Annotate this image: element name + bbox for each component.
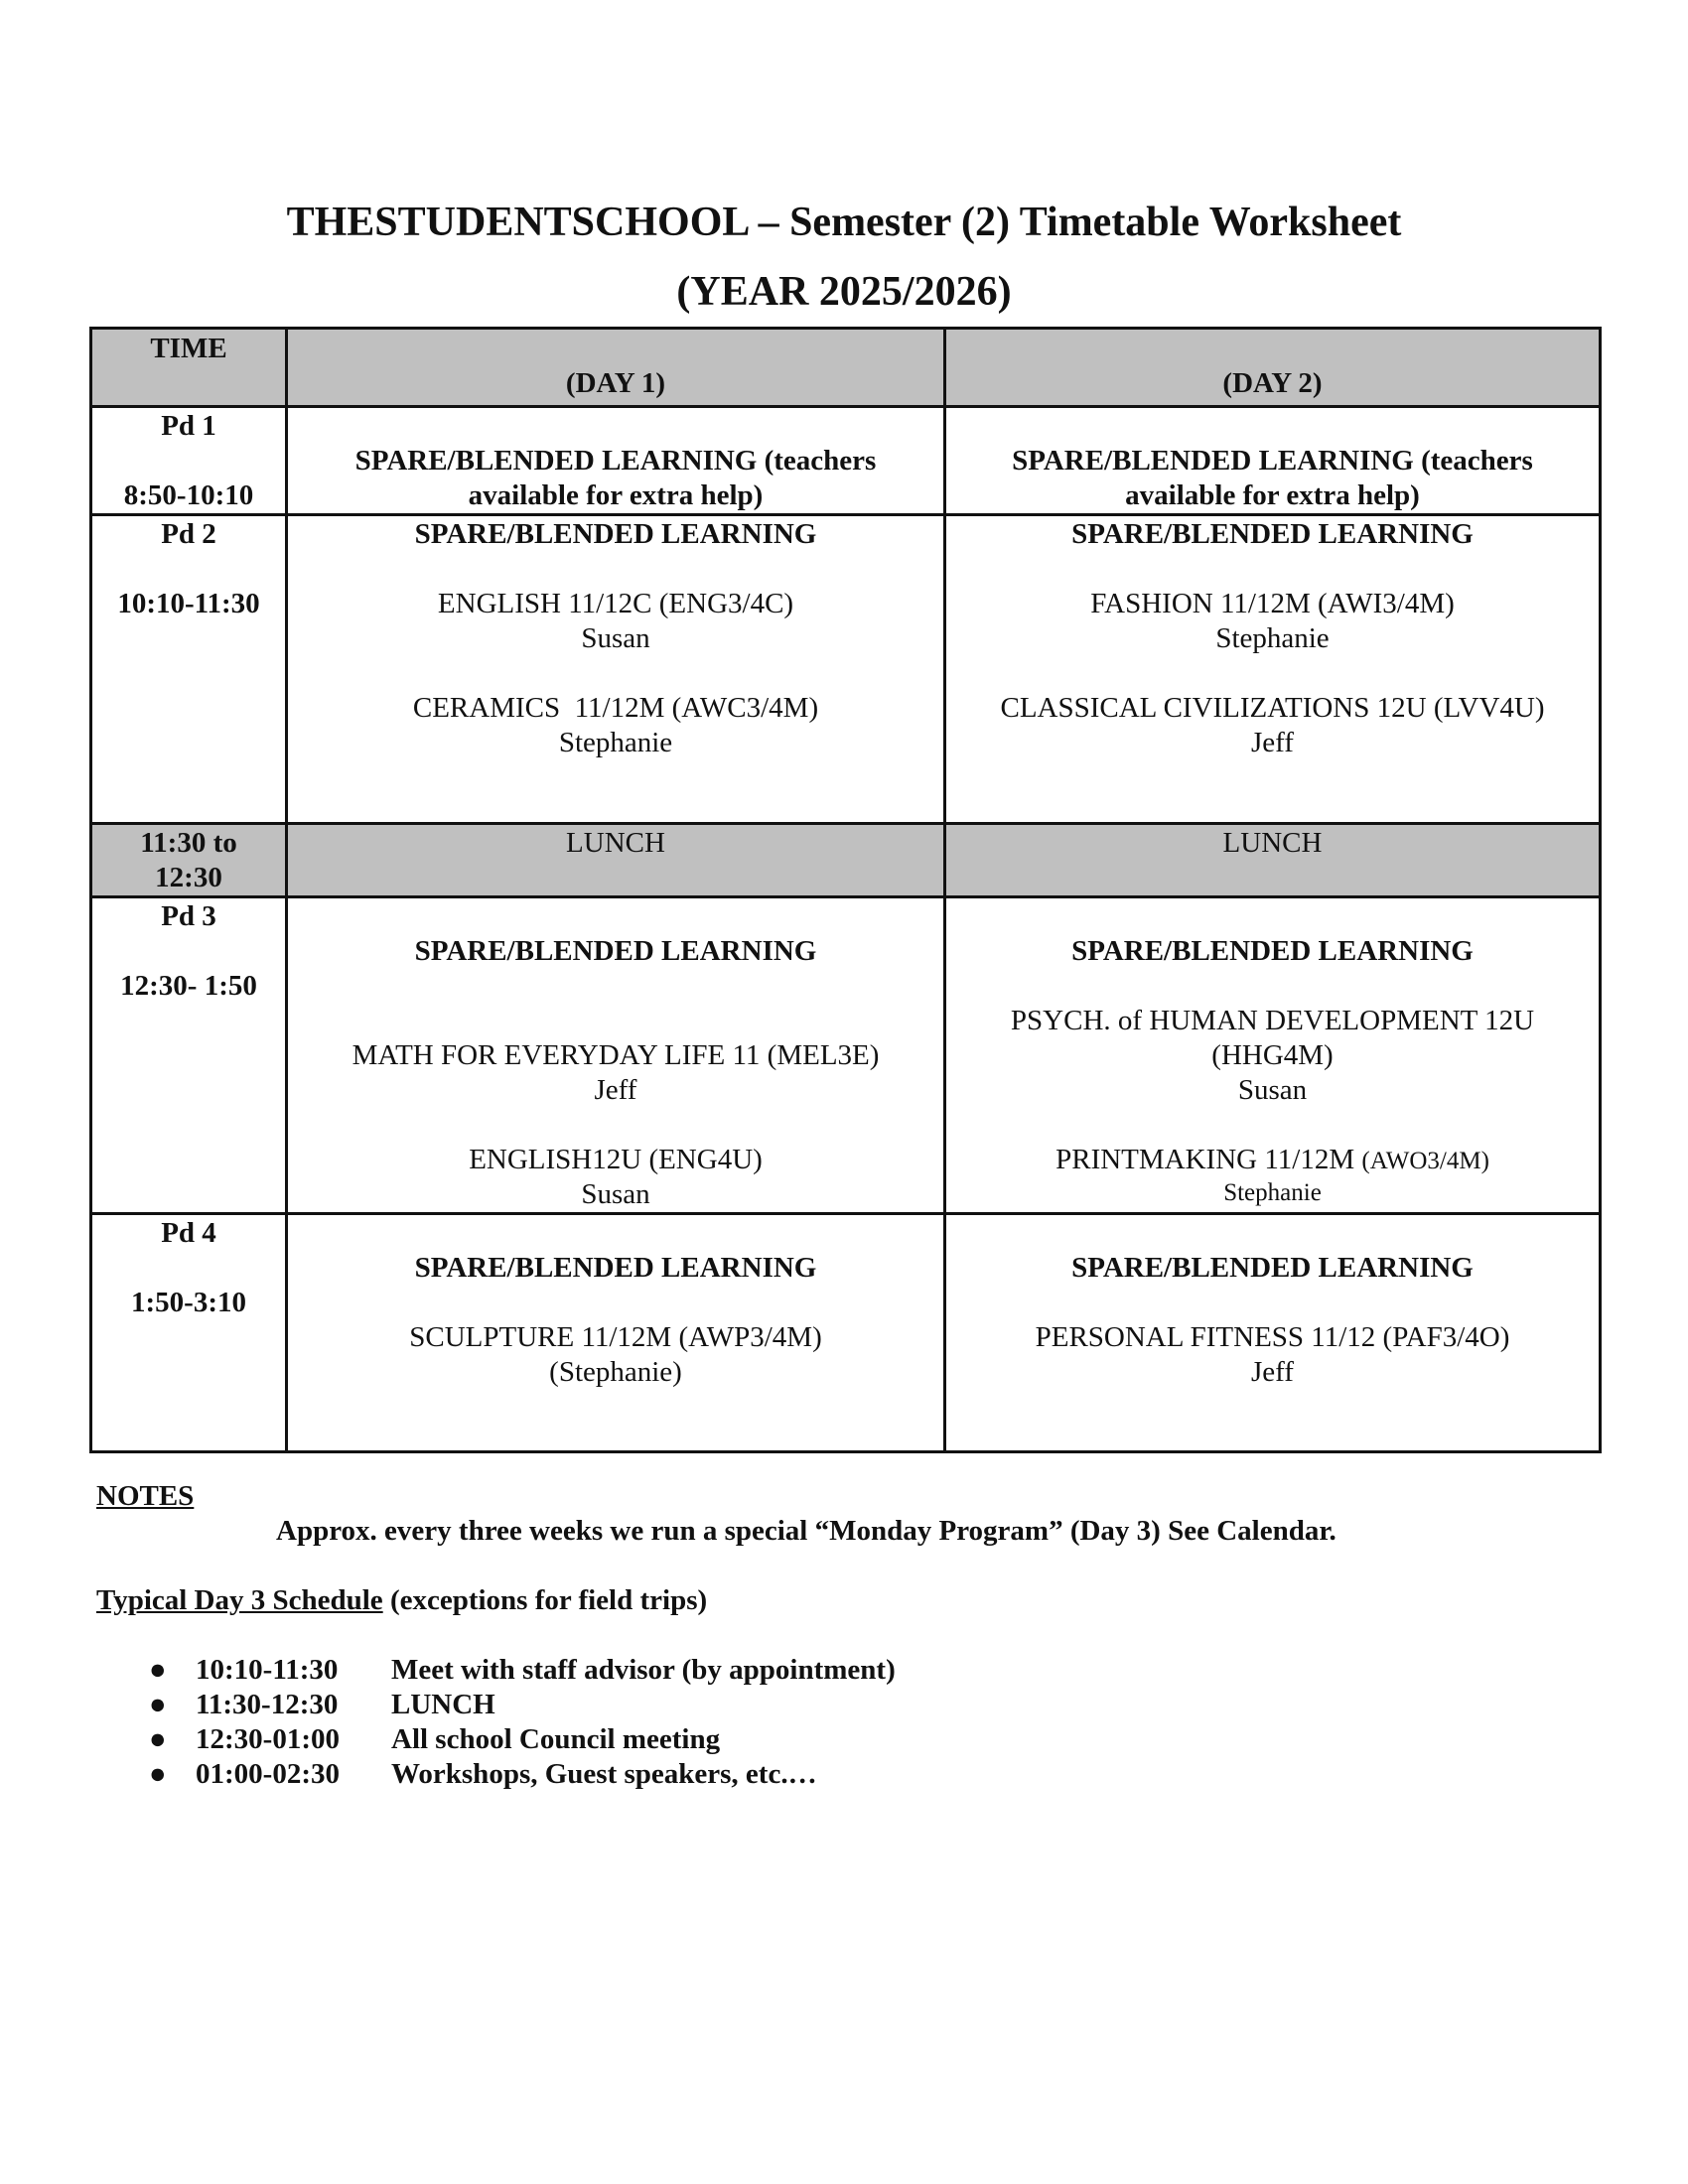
period-3-day1-spare: SPARE/BLENDED LEARNING: [414, 935, 817, 967]
period-1-row: [91, 407, 1601, 515]
header-row: [91, 329, 1601, 407]
day3-item-time: 01:00-02:30: [196, 1758, 340, 1790]
lunch-day2-cell: [945, 824, 1601, 897]
period-4-day2-course1: PERSONAL FITNESS 11/12 (PAF3/4O): [1035, 1321, 1510, 1353]
period-3-day2-course1-line1: PSYCH. of HUMAN DEVELOPMENT 12U: [1010, 1005, 1535, 1036]
day3-item-desc: Meet with staff advisor (by appointment): [391, 1654, 896, 1686]
period-1-time-cell: [91, 407, 287, 515]
header-time: [91, 329, 287, 407]
day3-item-desc: LUNCH: [391, 1689, 495, 1720]
period-2-day2-course2: CLASSICAL CIVILIZATIONS 12U (LVV4U): [1000, 692, 1545, 724]
period-4-day1-cell: [287, 1214, 945, 1452]
period-2-day1-cell: [287, 515, 945, 824]
notes-heading: NOTES: [96, 1480, 195, 1512]
period-2-day1-spare: SPARE/BLENDED LEARNING: [414, 518, 817, 550]
period-4-row: [91, 1214, 1601, 1452]
header-day1-label: (DAY 1): [565, 367, 666, 399]
period-1-day2-line1: SPARE/BLENDED LEARNING (teachers: [1012, 445, 1533, 477]
period-3-day2-cell: [945, 897, 1601, 1214]
header-day2: [945, 329, 1601, 407]
day3-heading: [96, 1583, 707, 1618]
day3-item-desc: All school Council meeting: [391, 1723, 721, 1755]
monday-program-note: Approx. every three weeks we run a special “Monday Program” (Day 3) See Calendar.: [276, 1515, 1336, 1547]
period-3-day1-teacher1: Jeff: [594, 1074, 637, 1106]
page-subtitle-year: (YEAR 2025/2026): [676, 269, 1012, 315]
period-4-day2-spare: SPARE/BLENDED LEARNING: [1071, 1252, 1474, 1284]
period-2-label: Pd 2: [161, 518, 216, 550]
period-4-label: Pd 4: [161, 1217, 216, 1249]
period-2-time: 10:10-11:30: [117, 588, 260, 619]
bullet-icon: ●: [149, 1758, 167, 1790]
lunch-time-line2: 12:30: [155, 862, 222, 893]
period-2-day2-teacher1: Stephanie: [1215, 622, 1330, 654]
period-3-day2-spare: SPARE/BLENDED LEARNING: [1071, 935, 1474, 967]
period-3-day1-course1: MATH FOR EVERYDAY LIFE 11 (MEL3E): [352, 1039, 880, 1071]
period-2-day1-teacher2: Stephanie: [558, 727, 673, 758]
period-3-day2-course2: [946, 1143, 1599, 1178]
period-3-day1-cell: [287, 897, 945, 1214]
header-day1: [287, 329, 945, 407]
period-4-day2-cell: [945, 1214, 1601, 1452]
period-2-day2-course1: FASHION 11/12M (AWI3/4M): [1090, 588, 1455, 619]
lunch-time-cell: [91, 824, 287, 897]
period-1-day2-line2: available for extra help): [1125, 479, 1420, 511]
period-1-time: 8:50-10:10: [123, 479, 254, 511]
period-1-day1-line1: SPARE/BLENDED LEARNING (teachers: [354, 445, 877, 477]
period-2-time-cell: [91, 515, 287, 824]
period-3-label: Pd 3: [161, 900, 216, 932]
period-3-day2-course2-code: (AWO3/4M): [1361, 1148, 1489, 1174]
period-3-time: 12:30- 1:50: [120, 970, 257, 1002]
lunch-time-line1: 11:30 to: [140, 827, 237, 859]
page-title: THESTUDENTSCHOOL – Semester (2) Timetable Worksheet: [286, 200, 1402, 245]
period-4-time-cell: [91, 1214, 287, 1452]
lunch-row: [91, 824, 1601, 897]
period-1-day1-cell: [287, 407, 945, 515]
day3-item-time: 12:30-01:00: [196, 1723, 340, 1755]
bullet-icon: ●: [149, 1654, 167, 1686]
period-2-day2-cell: [945, 515, 1601, 824]
day3-heading-title: Typical Day 3 Schedule: [96, 1584, 383, 1616]
period-3-row: [91, 897, 1601, 1214]
period-2-day1-course2: CERAMICS 11/12M (AWC3/4M): [412, 692, 819, 724]
period-2-day1-teacher1: Susan: [581, 622, 650, 654]
lunch-day1-cell: [287, 824, 945, 897]
period-1-label: Pd 1: [161, 410, 216, 442]
bullet-icon: ●: [149, 1723, 167, 1755]
bullet-icon: ●: [149, 1689, 167, 1720]
period-3-day2-teacher2: Stephanie: [1223, 1179, 1322, 1206]
period-3-day2-course2-name: PRINTMAKING 11/12M: [1055, 1144, 1362, 1175]
period-1-day2-cell: [945, 407, 1601, 515]
day3-item-desc: Workshops, Guest speakers, etc.…: [391, 1758, 817, 1790]
period-1-day1-line2: available for extra help): [468, 479, 764, 511]
period-4-day2-teacher1: Jeff: [1251, 1356, 1294, 1388]
period-4-day1-spare: SPARE/BLENDED LEARNING: [414, 1252, 817, 1284]
period-2-day1-course1: ENGLISH 11/12C (ENG3/4C): [437, 588, 794, 619]
period-3-time-cell: [91, 897, 287, 1214]
period-2-day2-teacher2: Jeff: [1251, 727, 1294, 758]
lunch-day2-label: LUNCH: [1222, 827, 1323, 859]
timetable: [89, 327, 1602, 1453]
lunch-day1-label: LUNCH: [566, 827, 665, 859]
day3-heading-suffix: (exceptions for field trips): [382, 1584, 708, 1616]
period-4-day1-teacher1: (Stephanie): [549, 1356, 682, 1388]
period-3-day1-teacher2: Susan: [581, 1178, 650, 1210]
period-3-day1-course2: ENGLISH12U (ENG4U): [469, 1144, 763, 1175]
day3-item-time: 11:30-12:30: [196, 1689, 339, 1720]
header-time-label: TIME: [150, 333, 227, 364]
period-2-day2-spare: SPARE/BLENDED LEARNING: [1071, 518, 1474, 550]
header-day2-label: (DAY 2): [1222, 367, 1323, 399]
period-4-day1-course1: SCULPTURE 11/12M (AWP3/4M): [409, 1321, 822, 1353]
period-3-day2-course1-line2: (HHG4M): [1211, 1039, 1334, 1071]
day3-item-time: 10:10-11:30: [196, 1654, 339, 1686]
period-4-time: 1:50-3:10: [131, 1287, 246, 1318]
period-2-row: [91, 515, 1601, 824]
period-3-day2-teacher1: Susan: [1237, 1074, 1308, 1106]
